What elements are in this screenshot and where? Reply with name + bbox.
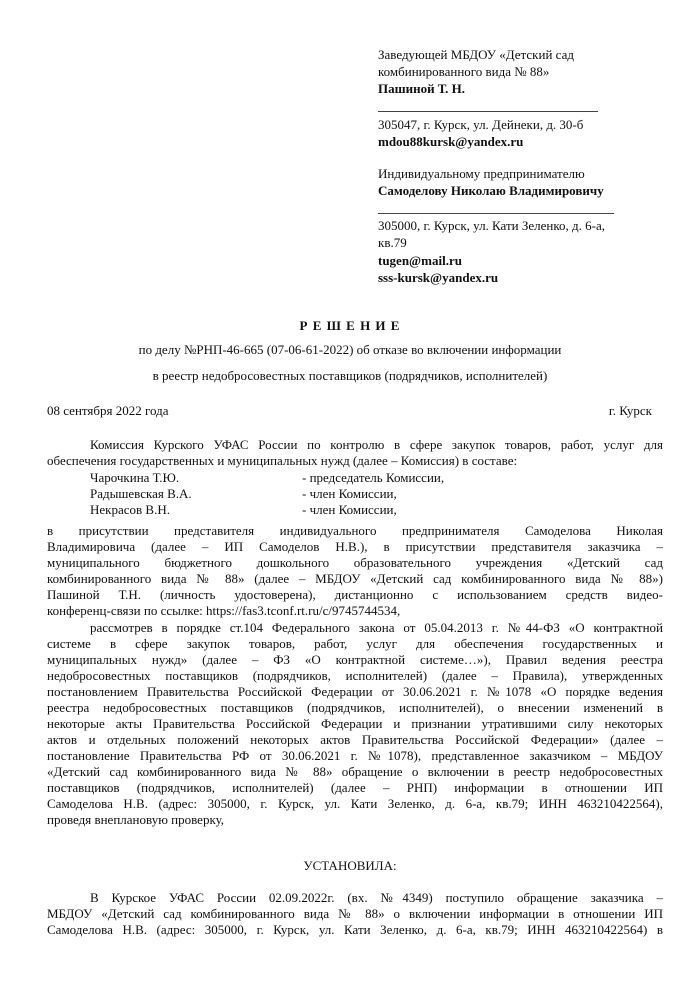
established-paragraph <box>47 890 663 938</box>
commission-intro-line: обеспечения государственных и муниципальных нужд (далее – Комиссия) в составе: <box>47 453 518 468</box>
presence-line: в присутствии представителя индивидуального предпринимателя Самоделова Николая <box>47 523 663 538</box>
considered-line: постановлением Правительства Российской Федерации от 30.06.2021 г. №1078 «О порядке ведения <box>47 684 663 699</box>
addressee-email: mdou88kursk@yandex.ru <box>378 134 524 149</box>
commission-intro-line: Комиссия Курского УФАС России по контролю в сфере закупок товаров, работ, услуг для <box>90 437 663 452</box>
considered-line: проведя внеплановую проверку, <box>47 812 225 827</box>
considered-line: постановление Правительства РФ от 30.06.2021 г. №1078), представленное заказчиком – МБДОУ <box>47 748 663 763</box>
considered-line: муниципальных нужд» (далее – ФЗ «О контрактной системе…»), Правил ведения реестра <box>47 652 663 667</box>
presence-line: комбинированного вида № 88» (далее – МБДОУ «Детский сад комбинированного вида № 88») <box>47 571 663 586</box>
considered-line: реестра недобросовестных поставщиков (подрядчиков, исполнителей), о внесении изменений в <box>47 700 663 715</box>
commission-intro <box>47 437 663 469</box>
presence-line: конференц-связи по ссылке: https://fas3.tconf.rt.ru/c/9745744534, <box>47 603 401 618</box>
considered-paragraph <box>47 620 663 828</box>
member-role: - член Комиссии, <box>302 502 397 517</box>
established-line: Самоделова Н.В. (адрес: 305000, г. Курск, ул. Кати Зеленко, д. 6-а, кв.79; ИНН 463210422564) в <box>47 922 663 937</box>
addressee-line2: комбинированного вида № 88» <box>378 64 550 79</box>
addressee-line1: Заведующей МБДОУ «Детский сад <box>378 47 574 62</box>
considered-line: «Детский сад комбинированного вида № 88» обращение о включении в реестр недобросовестных <box>47 764 663 779</box>
established-heading: УСТАНОВИЛА: <box>303 858 397 873</box>
presence-line: муниципального бюджетного дошкольного образовательного учреждения «Детский сад <box>47 555 663 570</box>
addressee-divider <box>378 111 598 112</box>
addressee-address: 305047, г. Курск, ул. Дейнеки, д. 30-б <box>378 117 584 132</box>
addressee2-divider <box>378 213 614 214</box>
decision-subtitle-1: по делу №РНП-46-665 (07-06-61-2022) об отказе во включении информации <box>138 342 562 357</box>
addressee2-line1: Индивидуальному предпринимателю <box>378 166 585 181</box>
addressee2-name: Самоделову Николаю Владимировичу <box>378 183 604 198</box>
member-name: Чарочкина Т.Ю. <box>90 470 180 485</box>
member-name: Радышевская В.А. <box>90 486 192 501</box>
member-role: - член Комиссии, <box>302 486 397 501</box>
decision-subtitle-2: в реестр недобросовестных поставщиков (подрядчиков, исполнителей) <box>152 368 548 383</box>
addressee-name: Пашиной Т. Н. <box>378 81 466 96</box>
considered-line: системе в сфере закупок товаров, работ, услуг для обеспечения государственных и <box>47 636 663 651</box>
presence-line: Пашиной Т.Н. (личность удостоверена), дистанционно с использованием средств видео- <box>47 587 663 602</box>
considered-line: поставщиков (подрядчиков, исполнителей) (далее – РНП) информации в отношении ИП <box>47 780 663 795</box>
considered-line: некоторые акты Правительства Российской Федерации и признании утратившими силу некоторых <box>47 716 663 731</box>
decision-heading: Р Е Ш Е Н И Е <box>299 318 401 333</box>
member-name: Некрасов В.Н. <box>90 502 170 517</box>
member-role: - председатель Комиссии, <box>302 470 445 485</box>
considered-line: рассмотрев в порядке ст.104 Федерального закона от 05.04.2013 г. №44-ФЗ «О контрактной <box>90 620 663 635</box>
addressee2-address-line1: 305000, г. Курск, ул. Кати Зеленко, д. 6-а, <box>378 218 605 233</box>
considered-line: недобросовестных поставщиков (подрядчиков, исполнителей) (далее – Правила), утвержденных <box>47 668 663 683</box>
presence-line: Владимировича (далее – ИП Самоделов Н.В.), в присутствии представителя заказчика – <box>47 539 663 554</box>
addressee2-email2: sss-kursk@yandex.ru <box>378 270 499 285</box>
decision-city: г. Курск <box>608 403 652 418</box>
addressee2-address-line2: кв.79 <box>378 235 407 250</box>
considered-line: актов и отдельных положений некоторых актов Правительства Российской Федерации» (далее – <box>47 732 663 747</box>
established-line: В Курское УФАС России 02.09.2022г. (вх. №4349) поступило обращение заказчика – <box>90 890 663 905</box>
addressee2-email1: tugen@mail.ru <box>378 253 462 268</box>
decision-date: 08 сентября 2022 года <box>47 403 169 418</box>
established-line: МБДОУ «Детский сад комбинированного вида № 88» о включении информации в отношении ИП <box>47 906 663 921</box>
considered-line: Самоделова Н.В. (адрес: 305000, г. Курск, ул. Кати Зеленко, д. 6-а, кв.79; ИНН 463210422564), <box>47 796 663 811</box>
presence-paragraph <box>47 523 663 619</box>
